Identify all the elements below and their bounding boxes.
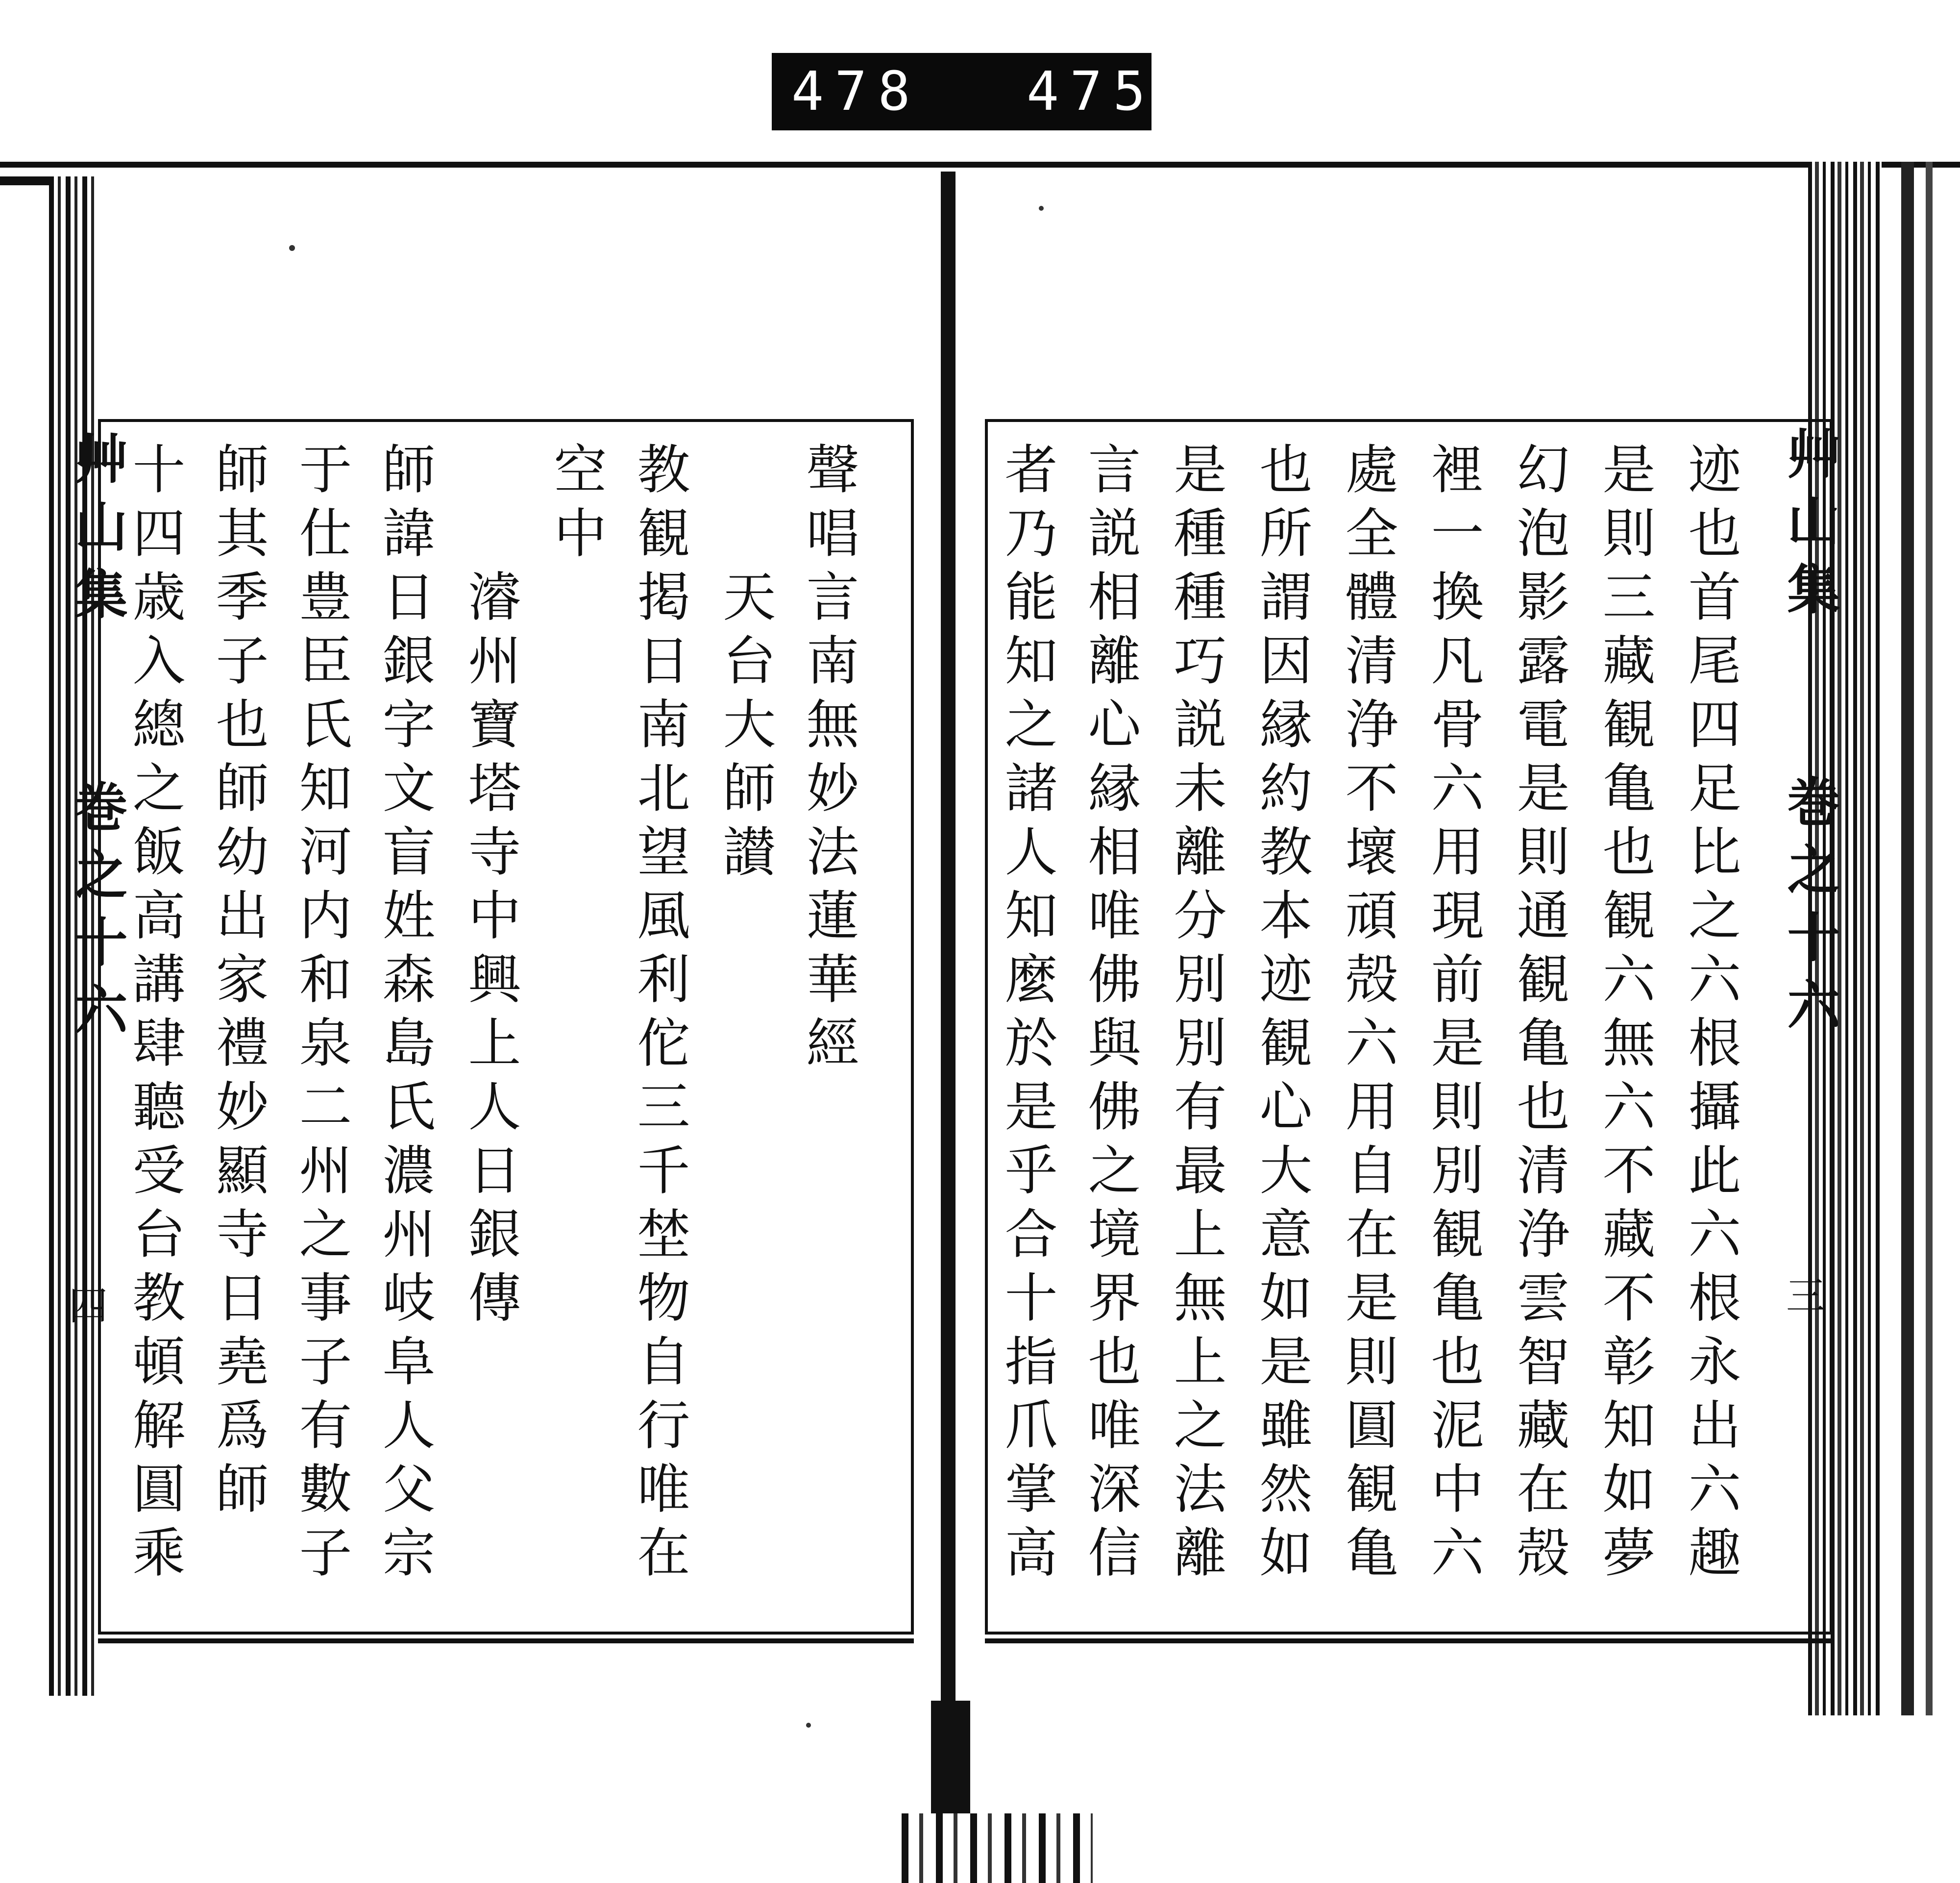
- right-margin-volume: 巻之十六: [1778, 774, 1840, 1045]
- left-page-number: 四: [69, 1283, 108, 1329]
- book-spine: [941, 172, 956, 1740]
- spine-foot: [931, 1701, 970, 1813]
- text-column: 言説相離心縁相唯佛與佛之境界也唯深信: [1079, 442, 1140, 1588]
- scan-speck: [1039, 206, 1044, 211]
- left-margin-volume: 巻之十六: [66, 779, 127, 1050]
- text-column: 是種種巧説未離分別別有最上無上之法離: [1165, 442, 1226, 1588]
- book-top-edge: [0, 162, 1960, 168]
- right-cover-edge: [1901, 162, 1914, 1715]
- text-column: 裡一換凡骨六用現前是則別観亀也泥中六: [1422, 442, 1483, 1588]
- catalog-number-label: [772, 53, 1200, 130]
- far-right-edge: [1926, 162, 1933, 1715]
- text-column: 師諱日銀字文盲姓森島氏濃州岐阜人父宗: [373, 442, 435, 1588]
- left-page-text-block: [98, 419, 914, 1635]
- text-column: 迹也首尾四足比之六根攝此六根永出六趣: [1679, 442, 1740, 1588]
- text-column: 者乃能知之諸人知麼於是乎合十指爪掌高: [996, 442, 1057, 1588]
- text-column: 教観掲日南北望風利佗三千埜物自行唯在: [628, 442, 689, 1588]
- text-column: 濬州寶塔寺中興上人日銀傳: [459, 569, 520, 1334]
- text-column: 十四歳入總之飯高講肆聽受台教頓解圓乘: [123, 442, 185, 1588]
- text-column: 幻泡影露電是則通観亀也清浄雲智藏在殻: [1508, 442, 1569, 1588]
- text-column: 師其季子也師幼出家禮妙顯寺日堯爲師: [207, 442, 268, 1525]
- text-column: 也所謂因縁約教本迹観心大意如是雖然如: [1250, 442, 1312, 1588]
- scan-speck: [289, 245, 295, 251]
- text-column: 天台大師讃: [714, 569, 775, 888]
- text-column: 于仕豊臣氏知河内和泉二州之事子有數子: [290, 442, 351, 1588]
- right-page-number: 三: [1786, 1273, 1825, 1319]
- text-column: 是則三藏観亀也観六無六不藏不彰知如夢: [1593, 442, 1655, 1588]
- right-margin-collection: 艸山集: [1778, 426, 1840, 629]
- text-column: 處全體清浄不壞頑殻六用自在是則圓観亀: [1336, 442, 1397, 1588]
- scan-artifact: [902, 1813, 1093, 1883]
- right-page-text-block: [985, 419, 1833, 1635]
- text-column: 聲唱言南無妙法蓮華經: [797, 442, 858, 1079]
- catalog-number-right: 475.: [1027, 60, 1200, 123]
- left-margin-collection: 艸山集: [66, 431, 127, 634]
- text-column: 空中: [545, 442, 606, 569]
- scan-speck: [806, 1723, 811, 1728]
- catalog-number-left: 478: [791, 60, 921, 123]
